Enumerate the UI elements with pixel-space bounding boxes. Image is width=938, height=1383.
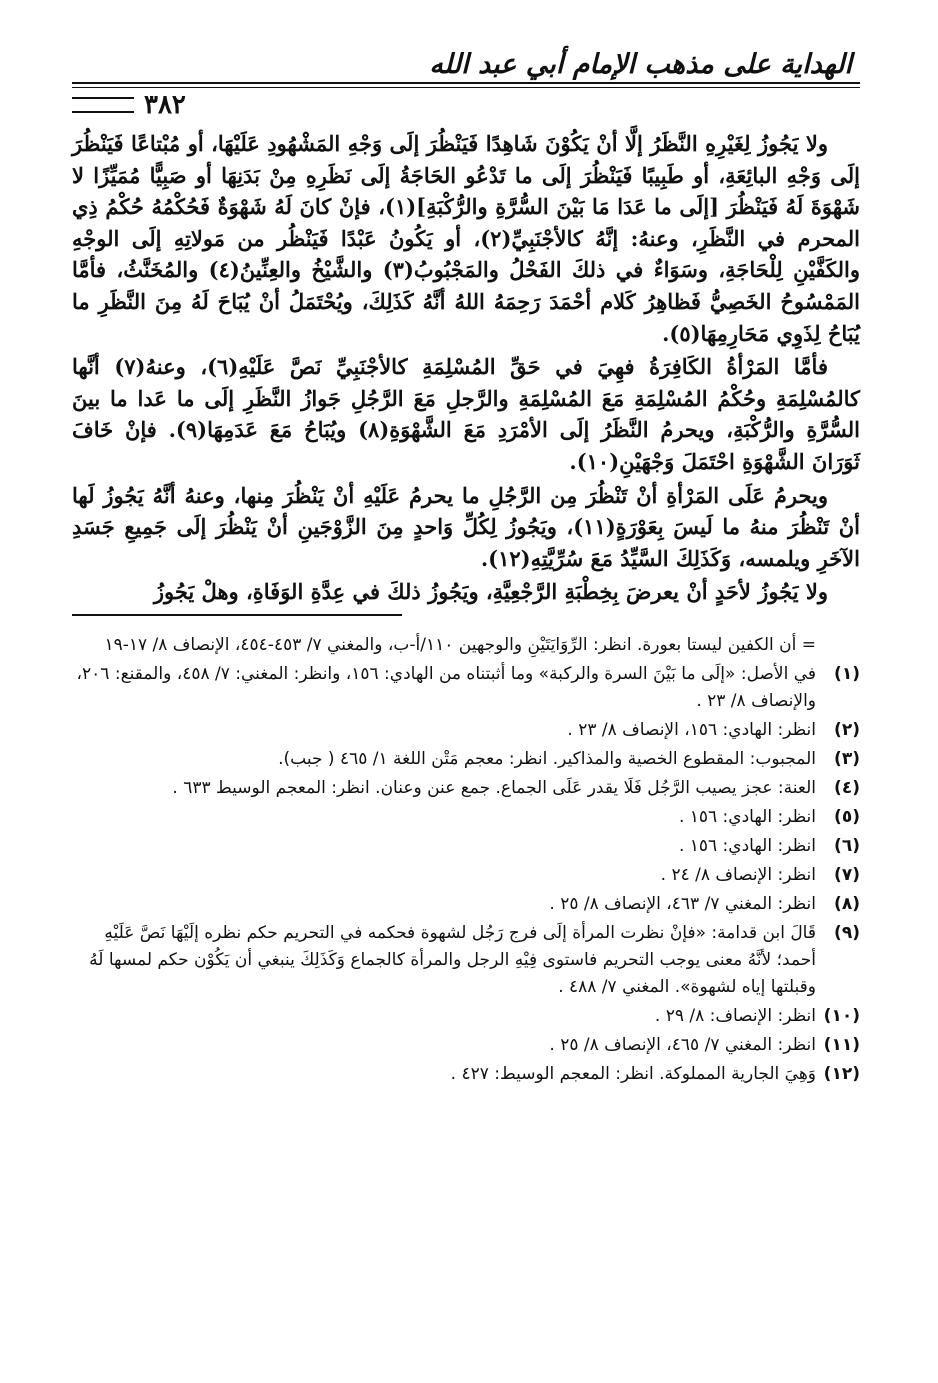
footnote-number: (٧)	[834, 864, 860, 885]
footnote-number	[816, 632, 860, 659]
footnote-number: (٨)	[834, 893, 860, 914]
footnote	[72, 1003, 860, 1030]
header-rule	[72, 82, 860, 84]
paragraph: ولا يَجُوزُ لأحَدٍ أنْ يعرضَ بِخِطْبَةِ الرَّجْعِيَّةِ، ويَجُوزُ ذلكَ في عِدَّةِ الوَفَاةِ، وهلْ يَجُوزُ	[153, 579, 828, 605]
footnote-number: (١٢)	[823, 1063, 860, 1084]
footnote-text: قَالَ ابن قدامة: «فإنْ نظرت المرأة إلَى فرج رَجُل لشهوة فحكمه في التحريم حكم نظره إلَيْهَا نَصَّ عَلَيْهِ أحمد؛ لأنَّهُ معنى يوجب التحريم فاستوى فِيْهِ الرجل والمرأة كالجماع وَكَذَلِكَ ينبغي أن يَكُوْن حكم لمسها لَهُ وقبلتها إياه لشهوة». المغني ٧/ ٤٨٨ .	[89, 922, 816, 997]
footnote-number: (٦)	[834, 835, 860, 856]
book-title: الهداية على مذهب الإمام أبي عبد الله	[429, 49, 852, 80]
footnote	[72, 1061, 860, 1088]
footnote-text: في الأصل: «إلَى ما بَيْنَ السرة والركبة» وما أثبتناه من الهادي: ١٥٦، وانظر: المغني: ٧/ ٤٥٨، والمقنع: ٢٠٦، والإنصاف ٨/ ٢٣ .	[76, 663, 816, 711]
footnote	[72, 746, 860, 773]
footnote-text: انظر: الإنصاف: ٨/ ٢٩ .	[654, 1005, 816, 1026]
paragraph: ولا يَجُوزُ لِغَيْرِهِ النَّظَرُ إلَّا أنْ يَكُوْنَ شَاهِدًا فَيَنْظُرَ إلَى وَجْهِ المَشْهُودِ عَلَيْهَا، أو مُبْتاعًا فَيَنْظُرَ إلَى وَجْهِ البائِعَةِ، أو طَبِيبًا فَيَنْظُرَ إلَى ما تَدْعُو الحَاجَةُ إلَى نَظَرِهِ مِنْ بَدَنِهَا أو صَبِيًّا مُمَيِّزًا لا شَهْوَةَ لَهُ فَيَنْظُرَ [إلَى ما عَدَا مَا بَيْنَ السُّرَّةِ والرُّكْبَةِ](١)، فإنْ كانَ لَهُ شَهْوَةٌ فَحُكْمُهُ حُكْمُ ذِي المحرم في النَّظَرِ، وعنهُ: إنَّهُ كالأجْنَبِيِّ(٢)، أو يَكُونُ عَبْدًا فَيَنْظُر من مَولاتِهِ إلَى الوجْهِ والكَفَّيْنِ لِلْحَاجَةِ، وسَوَاءٌ في ذلكَ الفَحْلُ والمَجْبُوبُ(٣) والشَّيْخُ والعِنِّينُ(٤) والمُخَنَّثُ، فأمَّا المَمْسُوحُ الخَصِيُّ فَظاهِرُ كَلام أحْمَدَ رَحِمَهُ اللهُ أنَّهُ كَذَلِكَ، ويُحْتَمَلُ أنْ يُبَاحَ لَهُ مِنَ النَّظَرِ ما يُبَاحُ لِذَوِي مَحَارِمِهَا(٥).	[72, 131, 860, 346]
footnote	[72, 891, 860, 918]
footnote	[72, 717, 860, 744]
footnote-text: انظر: الهادي: ١٥٦ .	[678, 806, 816, 827]
footnote	[72, 775, 860, 802]
footnote-number: (٥)	[834, 806, 860, 827]
paragraph: فأمَّا المَرْأةُ الكَافِرَةُ فهِيَ في حَقِّ المُسْلِمَةِ كالأجْنَبِيِّ نَصَّ عَلَيْهِ(٦)، وعنهُ(٧) أنَّها كالمُسْلِمَةِ وحُكْمُ المُسْلِمَةِ مَعَ المُسْلِمَةِ والرَّجلِ مَعَ الرَّجُلِ جَوازُ النَّظَرِ إلَى ما عَدا ما بينَ السُّرَّةِ والرُّكْبَةِ، ويحرمُ النَّظَرُ إلَى الأمْرَدِ مَعَ الشَّهْوَةِ(٨) ويُبَاحُ مَعَ عَدَمِهَا(٩). فإنْ خَافَ ثَوَرَانَ الشَّهْوَةِ احْتَمَلَ وَجْهَيْنِ(١٠).	[72, 354, 860, 474]
footnote-text: العنة: عجز يصيب الرَّجُل فَلَا يقدر عَلَى الجماع. جمع عنن وعنان. انظر: المعجم الوسيط ٦٣٣ .	[172, 777, 816, 798]
footnote-text: = أن الكفين ليستا بعورة. انظر: الرِّوَايَتَيْنِ والوجهين ١١٠/أ-ب، والمغني ٧/ ٤٥٣-٤٥٤، الإنصاف ٨/ ١٧-١٩	[104, 634, 816, 655]
footnote	[72, 862, 860, 889]
running-header	[72, 34, 860, 126]
page-number: ٣٨٢	[144, 90, 186, 120]
footnote-number: (١)	[834, 663, 860, 684]
footnote	[72, 804, 860, 831]
footnote-number: (٤)	[834, 777, 860, 798]
paragraph: ويحرمُ عَلَى المَرْأةِ أنْ تَنْظُرَ مِن الرَّجُلِ ما يحرمُ عَلَيْهِ أنْ يَنْظُرَ مِنها، وعنهُ أنَّهُ يَجُوزُ لَها أنْ تَنْظُرَ منهُ ما لَيسَ بِعَوْرَةٍ(١١)، ويَجُوزُ لِكُلِّ وَاحدٍ مِنَ الزَّوْجَينِ أنْ يَنْظُرَ إلَى جَمِيعِ جَسَدِ الآخَرِ ويلمسه، وَكَذَلِكَ السَّيِّدُ مَعَ سُرِّيَّتِهِ(١٢).	[72, 482, 860, 571]
footnote-text: انظر: المغني ٧/ ٤٦٣، الإنصاف ٨/ ٢٥ .	[549, 893, 816, 914]
footnote-text: انظر: المغني ٧/ ٤٦٥، الإنصاف ٨/ ٢٥ .	[549, 1034, 816, 1055]
footnote	[72, 920, 860, 1001]
footnotes	[72, 632, 860, 1088]
footnote-text: انظر: الهادي: ١٥٦ .	[678, 835, 816, 856]
footnote	[72, 632, 860, 659]
footnote-number: (٣)	[834, 748, 860, 769]
footnote	[72, 661, 860, 715]
footnote-text: المجبوب: المقطوع الخصية والمذاكير. انظر: معجم مَتْن اللغة ١/ ٤٦٥ ( جبب).	[278, 748, 816, 769]
book-page	[72, 34, 860, 1363]
footnote	[72, 1032, 860, 1059]
page-number-block	[72, 90, 186, 120]
page-number-decoration	[72, 97, 134, 113]
footnote	[72, 833, 860, 860]
footnote-number: (٢)	[834, 719, 860, 740]
footnote-number: (٩)	[834, 922, 860, 943]
footnote-number: (١٠)	[823, 1005, 860, 1026]
main-text	[72, 128, 860, 608]
footnote-text: انظر: الهادي: ١٥٦، الإنصاف ٨/ ٢٣ .	[567, 719, 816, 740]
footnote-text: انظر: الإنصاف ٨/ ٢٤ .	[660, 864, 816, 885]
footnote-separator	[72, 614, 402, 616]
footnote-number: (١١)	[823, 1034, 860, 1055]
footnote-text: وَهِيَ الجارية المملوكة. انظر: المعجم الوسيط: ٤٢٧ .	[450, 1063, 816, 1084]
